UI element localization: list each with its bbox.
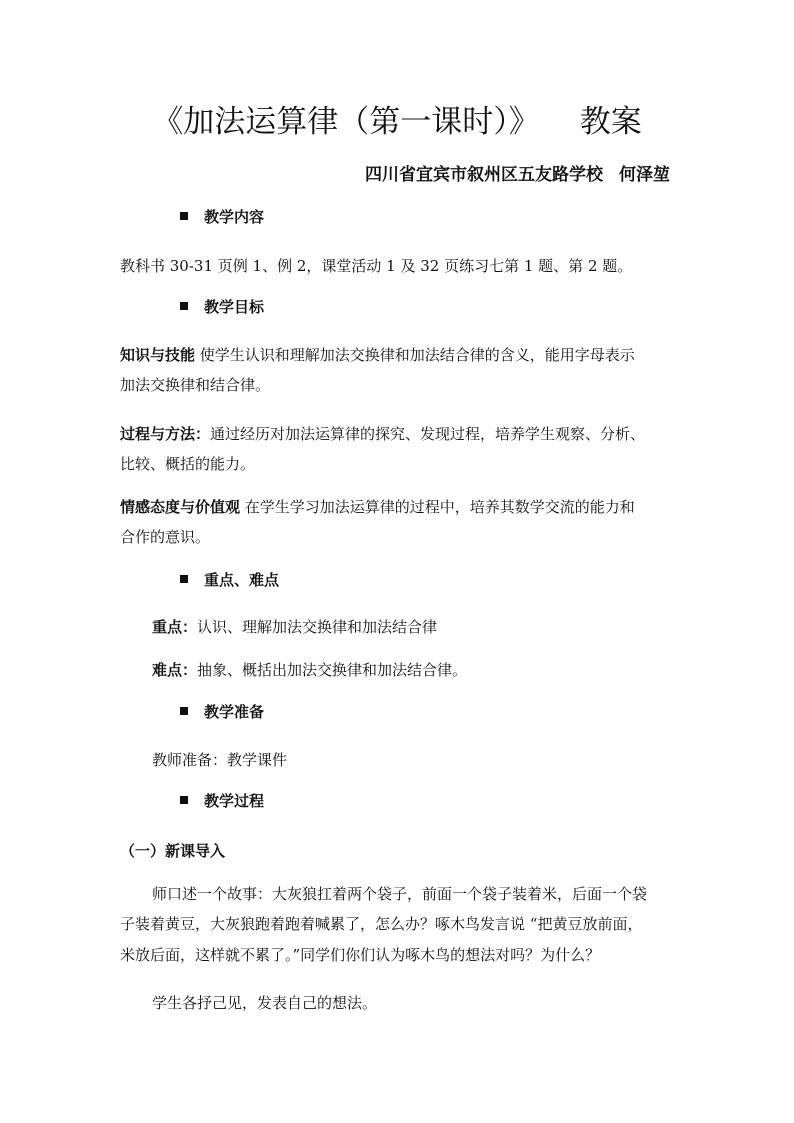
goal-process-label: 过程与方法： <box>120 425 211 443</box>
process-para1-line1: 师口述一个故事：大灰狼扛着两个袋子，前面一个袋子装着米，后面一个袋 <box>152 885 648 903</box>
difficult-point-line: 难点：抽象、概括出加法交换律和加法结合律。 <box>152 661 468 679</box>
section-heading-preparation: 教学准备 <box>180 701 264 722</box>
author-school: 四川省宜宾市叙州区五友路学校 <box>365 165 603 185</box>
preparation-text: 教师准备：教学课件 <box>152 751 288 769</box>
bullet-icon <box>180 302 188 310</box>
key-point-line: 重点：认识、理解加法交换律和加法结合律 <box>152 618 438 636</box>
goal-knowledge-label: 知识与技能 <box>120 346 196 364</box>
section-heading-key-points: 重点、难点 <box>180 569 279 590</box>
goal-emotion-line1: 情感态度与价值观 在学生学习加法运算律的过程中，培养其数学交流的能力和 <box>120 498 635 516</box>
section-heading-process: 教学过程 <box>180 790 264 811</box>
bullet-icon <box>180 796 188 804</box>
goal-knowledge-line2: 加法交换律和结合律。 <box>120 376 271 394</box>
goal-emotion-line2: 合作的意识。 <box>120 528 211 546</box>
content-text: 教科书 30-31 页例 1、例 2，课堂活动 1 及 32 页练习七第 1 题、第 2 题。 <box>120 257 633 275</box>
title-suffix: 教案 <box>579 104 642 140</box>
process-para2: 学生各抒己见，发表自己的想法。 <box>152 994 378 1012</box>
process-subheading-intro: （一）新课导入 <box>120 842 226 860</box>
process-para1-line3: 米放后面，这样就不累了。”同学们你们认为啄木鸟的想法对吗？为什么？ <box>120 946 601 964</box>
key-point-label: 重点： <box>152 618 198 636</box>
section-heading-content: 教学内容 <box>180 206 264 227</box>
difficult-point-label: 难点： <box>152 661 198 679</box>
author-name: 何泽堃 <box>619 165 670 185</box>
goal-knowledge-line1: 知识与技能 使学生认识和理解加法交换律和加法结合律的含义，能用字母表示 <box>120 346 635 364</box>
section-heading-goals: 教学目标 <box>180 296 264 317</box>
bullet-icon <box>180 575 188 583</box>
title-main: 《加法运算律（第一课时）》 <box>152 104 540 140</box>
bullet-icon <box>180 212 188 220</box>
document-title <box>0 96 794 141</box>
goal-emotion-label: 情感态度与价值观 <box>120 498 241 516</box>
goal-process-line1: 过程与方法：通过经历对加法运算律的探究、发现过程，培养学生观察、分析、 <box>120 425 646 443</box>
process-para1-line2: 子装着黄豆，大灰狼跑着跑着喊累了，怎么办？啄木鸟发言说 “把黄豆放前面， <box>120 915 643 933</box>
bullet-icon <box>180 707 188 715</box>
author-line <box>365 160 670 185</box>
goal-process-line2: 比较、概括的能力。 <box>120 455 256 473</box>
